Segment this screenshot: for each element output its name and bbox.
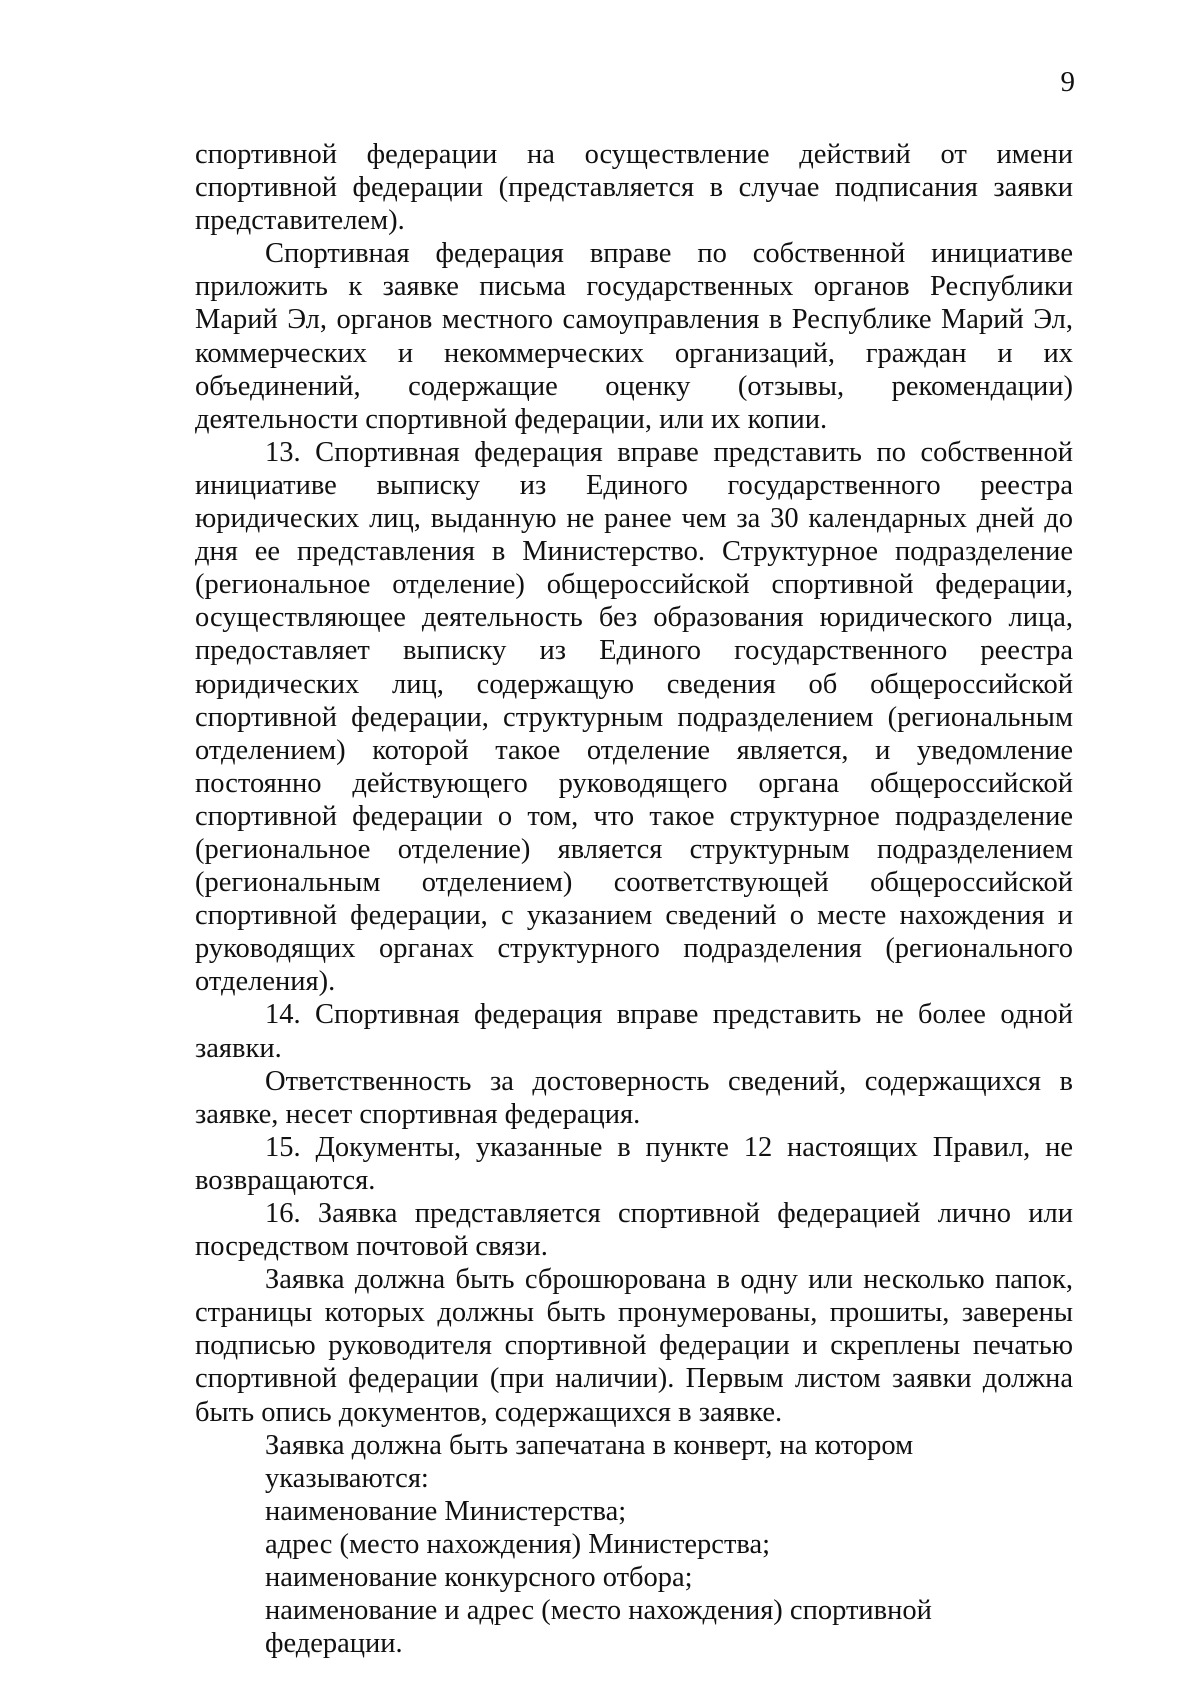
envelope-item: наименование конкурсного отбора; bbox=[265, 1562, 693, 1594]
envelope-intro: Заявка должна быть запечатана в конверт, на котором указываются: bbox=[265, 1429, 914, 1494]
paragraph-continuation: спортивной федерации на осуществление действий от имени спортивной федерации (представляется в случае подписания заявки представителем). bbox=[195, 139, 1073, 237]
envelope-item: наименование и адрес (место нахождения) спортивной федерации. bbox=[265, 1595, 932, 1660]
paragraph-letters: Спортивная федерация вправе по собственной инициативе приложить к заявке письма государственных органов Республики Марий Эл, органов местного самоуправления в Республике Марий Эл, коммерческих и некоммерческих организаций, граждан и их объединений, содержащие оценку (отзывы, рекомендации) деятельности спортивной федерации, или их копии. bbox=[195, 238, 1073, 435]
document-body bbox=[195, 138, 1073, 1660]
paragraph-binding: Заявка должна быть сброшюрована в одну или несколько папок, страницы которых должны быть пронумерованы, прошиты, заверены подписью руководителя спортивной федерации и скреплены печатью спортивной федерации (при наличии). Первым листом заявки должна быть опись документов, содержащихся в заявке. bbox=[195, 1264, 1073, 1428]
paragraph-responsibility: Ответственность за достоверность сведений, содержащихся в заявке, несет спортивная федерация. bbox=[195, 1065, 1073, 1130]
paragraph-item-14: 14. Спортивная федерация вправе представить не более одной заявки. bbox=[195, 999, 1073, 1064]
paragraph-item-15: 15. Документы, указанные в пункте 12 настоящих Правил, не возвращаются. bbox=[195, 1131, 1073, 1196]
page-number: 9 bbox=[1060, 66, 1075, 98]
envelope-item: адрес (место нахождения) Министерства; bbox=[265, 1528, 771, 1560]
paragraph-item-13: 13. Спортивная федерация вправе представить по собственной инициативе выписку из Единого государственного реестра юридических лиц, выданную не ранее чем за 30 календарных дней до дня ее представления в Министерство. Структурное подразделение (региональное отделение) общероссийской спортивной федерации, осуществляющее деятельность без образования юридического лица, предоставляет выписку из Единого государственного реестра юридических лиц, содержащую сведения об общероссийской спортивной федерации, структурным подразделением (региональным отделением) которой такое отделение является, и уведомление постоянно действующего руководящего органа общероссийской спортивной федерации о том, что такое структурное подразделение (региональное отделение) является структурным подразделением (региональным отделением) соответствующей общероссийской спортивной федерации, с указанием сведений о месте нахождения и руководящих органах структурного подразделения (регионального отделения). bbox=[195, 436, 1073, 998]
envelope-item: наименование Министерства; bbox=[265, 1495, 627, 1527]
paragraph-item-16: 16. Заявка представляется спортивной федерацией лично или посредством почтовой связи. bbox=[195, 1198, 1073, 1263]
